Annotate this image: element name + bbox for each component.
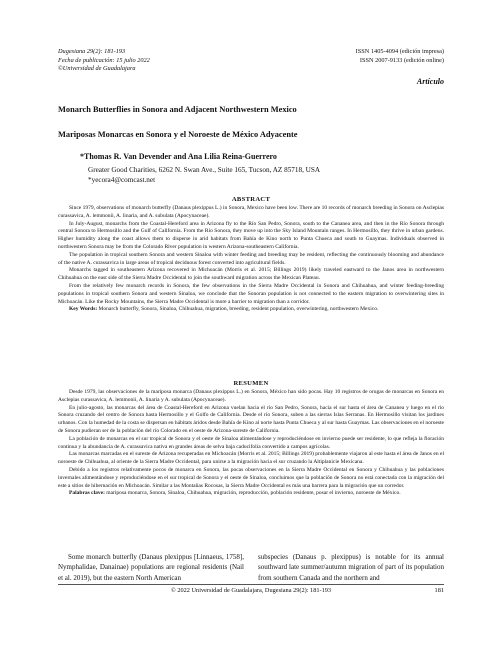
issn-online: ISSN 2007-9133 (edición online): [359, 56, 444, 64]
issn-block: [356, 48, 444, 65]
affiliation: Greater Good Charities, 6262 N. Swan Ave., Suite 165, Tucson, AZ 85718, USA: [88, 166, 321, 174]
keywords-text: Monarch butterfly, Sonora, Sinaloa, Chihuahua, migration, breeding, resident population, overwintering, northwestern Mexico.: [98, 306, 379, 313]
page-number: 181: [434, 587, 444, 594]
abstract-paragraph: Monarchs tagged in southeastern Arizona recovered in Michoacán (Morris et al. 2015; Billings 2019) likely traveled eastward to the Janos area in northwestern Chihuahua on the east side of the Sierra Madre Occidental to join the southward migration across the Mexican Plateau.: [58, 267, 444, 282]
journal-header: [58, 48, 150, 74]
affiliation-block: [88, 165, 320, 185]
journal-citation: Dugesiana 29(2): 181-193: [58, 48, 126, 55]
resumen-keywords: [58, 490, 444, 498]
abstract-paragraph: The population in tropical southern Sonora and western Sinaloa with winter feeding and breeding may be resident, reflecting the continuously blooming and abundance of the native A. curassavica in large areas of tropical deciduous forest converted into agricultural fields.: [58, 251, 444, 266]
body-column-left: Some monarch butterfly (Danaus plexippus [Linnaeus, 1758], Nymphalidae, Danainae) populations are regional residents (Nail et al. 2019), but the eastern North American: [58, 553, 244, 582]
copyright-line: ©Universidad de Guadalajara: [58, 65, 136, 73]
abstract-paragraph: From the relatively few monarch records in Sonora, the few observations in the Sierra Madre Occidental in Sonora and Chihuahua, and winter feeding-breeding populations in tropical southern Sonora and western Sinaloa, we conclude that the Sonoran population is not connected to the eastern migration to overwintering sites in Michoacán. Like the Rocky Mountains, the Sierra Madre Occidental is more a barrier to migration than a corridor.: [58, 282, 444, 305]
palabras-clave-label: Palabras clave:: [69, 490, 105, 497]
abstract-paragraph: In July-August, monarchs from the Coastal-Hereford area in Arizona fly to the Río San Pedro, Sonora, south to the Cananea area, and then in the Río Sonora through central Sonora to Hermosillo and the Gulf of California. From the Río Sonora, they move up into the Sky Island Mountain ranges. In Hermosillo, they thrive in urban gardens. Higher humidity along the coast allows them to disperse in arid habitats from Bahía de Kino north to Punta Chueca and south to Guaymas. Individuals observed in northwestern Sonora may be from the Colorado River population in western Arizona-southeastern California.: [58, 220, 444, 250]
article-type: Artículo: [416, 77, 444, 86]
abstract-body: [58, 205, 444, 314]
resumen-paragraph: Debido a los registros relativamente pocos de monarca en Sonora, las pocas observaciones en la Sierra Madre Occidental en Sonora y Chihuahua y las poblaciones invernales alimentándose y reproduciéndose en el sur tropical de Sonora y el oeste de Sinaloa, concluimos que la población de Sonora no está conectada con la migración del este a sitios de hibernación en Michoacán. Similar a las Montañas Rocosas, la Sierra Madre Occidental es más una barrera para la migración que un corredor.: [58, 466, 444, 489]
resumen-paragraph: En julio-agosto, las monarcas del área de Coastal-Hereford en Arizona vuelan hacia el río San Pedro, Sonora, hacia el sur hasta el área de Cananea y luego en el río Sonora cruzando del centro de Sonora hasta Hermosillo y el Golfo de California. Desde el río Sonora, suben a las sierras Islas Serranas. En Hermosillo visitan los jardines urbanos. Con la humedad de la costa se dispersan en hábitats áridos desde Bahía de Kino al norte hasta Punta Chueca y al sur hasta Guaymas. Las observaciones en el noroeste de Sonora pudieran ser de la población del río Colorado en el oeste de Arizona-sureste de California.: [58, 404, 444, 434]
author-email[interactable]: *yecora4@comcast.net: [88, 176, 156, 184]
resumen-paragraph: Las monarcas marcadas en el sureste de Arizona recuperadas en Michoacán (Morris et al. 2015; Billings 2019) probablemente viajaron al este hasta el área de Janos en el noroeste de Chihuahua, al oriente de la Sierra Madre Occidental, para unirse a la migración hacia el sur cruzando la Altiplanicie Mexicana.: [58, 451, 444, 466]
abstract-paragraph: Since 1979, observations of monarch butterfly (Danaus plexippus L.) in Sonora, Mexico have been low. There are 10 records of monarch breeding in Sonora on Asclepias curassavica, A. lemmonii, A. linaria, and A. subulata (Apocynaceae).: [58, 205, 444, 219]
resumen-heading: RESUMEN: [233, 380, 269, 387]
footer-citation: © 2022 Universidad de Guadalajara, Dugesiana 29(2): 181-193: [170, 587, 332, 594]
authors: *Thomas R. Van Devender and Ana Lilia Reina-Guerrero: [80, 152, 277, 161]
resumen-body: [58, 389, 444, 498]
resumen-paragraph: La población de monarcas en el sur tropical de Sonora y el oeste de Sinaloa alimentándose y reproduciéndose en invierno puede ser residente, lo que refleja la floración continua y la abundancia de A. curassavica nativa en grandes áreas de selva baja caducifolia convertido a campos agrícolas.: [58, 435, 444, 450]
publication-date: Fecha de publicación: 15 julio 2022: [58, 56, 150, 64]
keywords-label: Key Words:: [69, 306, 98, 313]
footer-divider: [58, 584, 444, 585]
abstract-keywords: [58, 306, 444, 314]
palabras-clave-text: mariposa monarca, Sonora, Sinaloa, Chihuahua, migración, reproducción, población residente, posar el invierno, noroeste de México.: [106, 490, 401, 497]
abstract-heading: ABSTRACT: [231, 196, 271, 203]
issn-print: ISSN 1405-4094 (edición impresa): [355, 48, 444, 55]
resumen-paragraph: Desde 1979, las observaciones de la mariposa monarca (Danaus plexippus L.) en Sonora, México han sido pocas. Hay 10 registros de orugas de monarcas en Sonora en Asclepias curassavica, A. lemmonii, A. linaria y A. subulata (Apocynaceae).: [58, 389, 444, 403]
title-english: Monarch Butterflies in Sonora and Adjacent Northwestern Mexico: [58, 105, 297, 114]
title-spanish: Mariposas Monarcas en Sonora y el Noroeste de México Adyacente: [58, 130, 298, 139]
body-column-right: subspecies (Danaus p. plexippus) is notable for its annual southward late summer/autumn migration of part of its population from southern Canada and the northern and: [258, 553, 444, 582]
